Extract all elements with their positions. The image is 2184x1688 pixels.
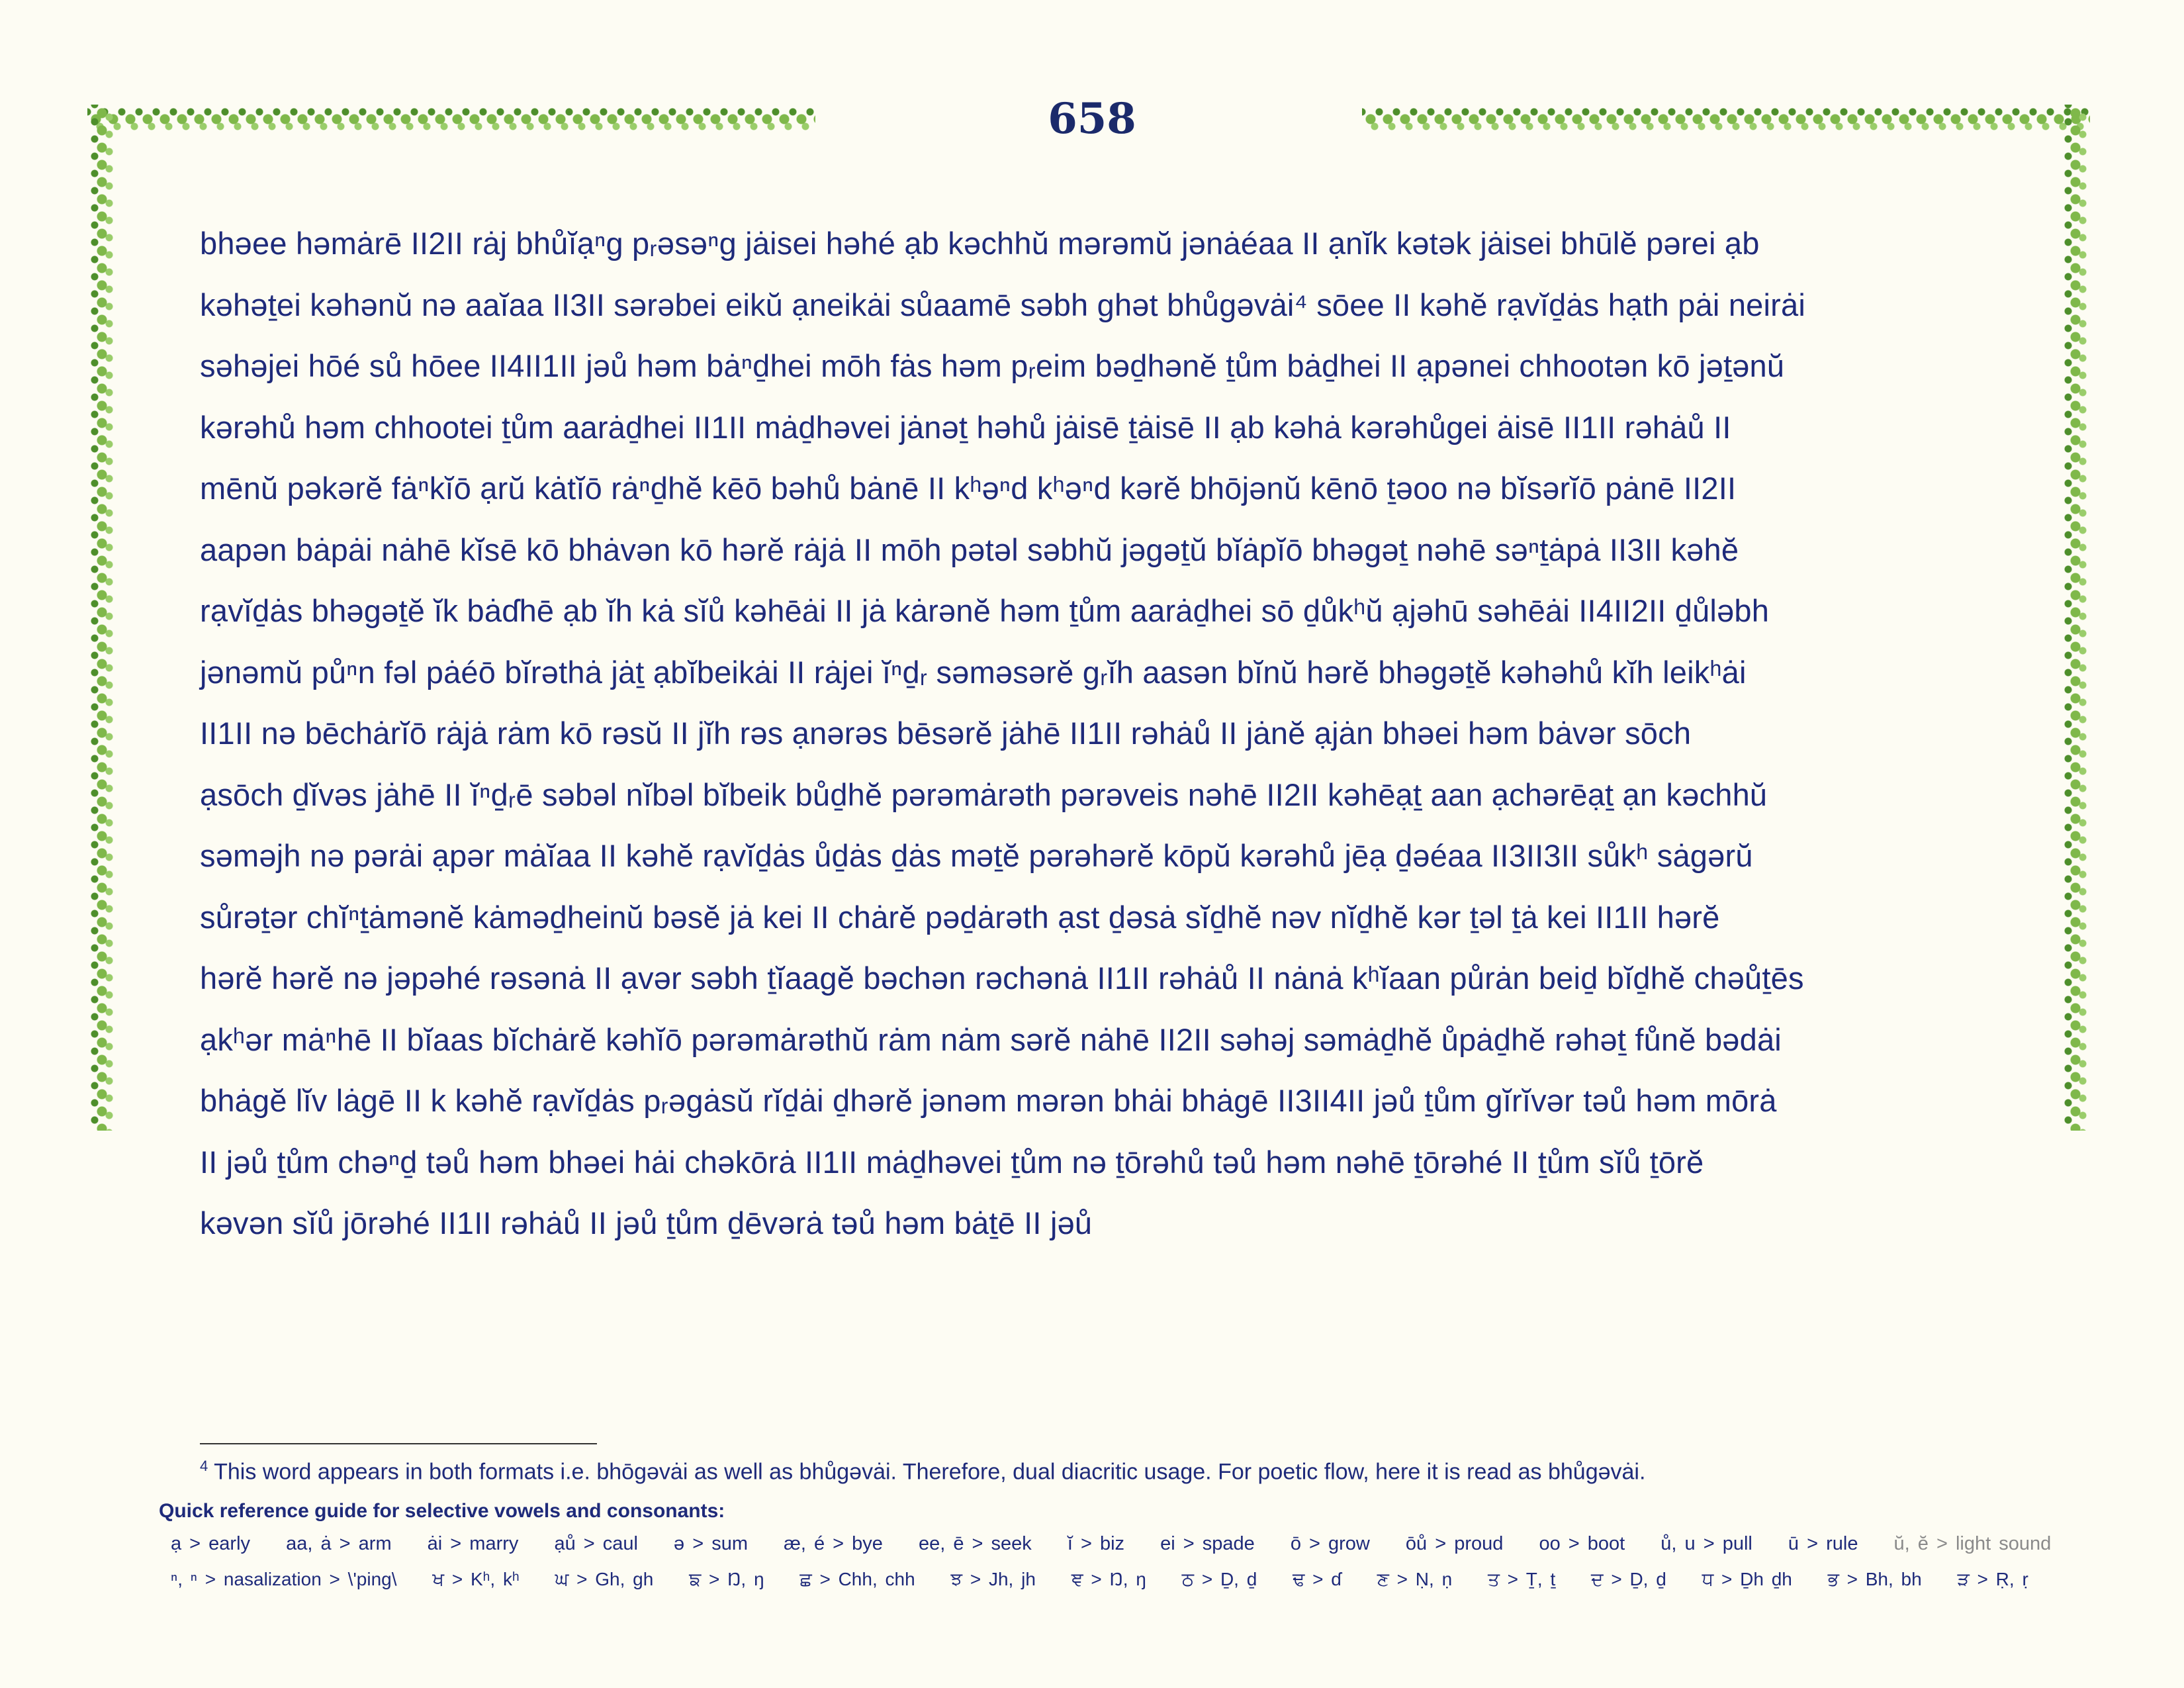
text-line: ạsōch ḏĭvəs jȧhē II ĭⁿḏᵣē səbəl nĭbəl bĭbeik bůḏhĕ pərəmȧrəth pərəveis nəhē II2II kəhēạṯ aan ạchərēạṯ ạn kəchhŭ — [200, 776, 1768, 812]
guide-entry: ee, ē > seek — [918, 1533, 1032, 1554]
guide-entry: ei > spade — [1160, 1533, 1255, 1554]
guide-entry: oo > boot — [1539, 1533, 1625, 1554]
text-line: II jəů ṯům chəⁿḏ təů həm bhəei hȧi chəkōrȧ II1II mȧḏhəvei ṯům nə ṯōrəhů təů həm nəhē ṯōrəhé II ṯům sĭů ṯōrĕ — [200, 1144, 1704, 1180]
guide-entry: ਖ > Kʰ, kʰ — [432, 1569, 520, 1589]
text-line: kəvən sĭů jōrəhé II1II rəhȧů II jəů ṯům ḏēvərȧ təů həm bȧṯē II jəů — [200, 1205, 1093, 1241]
text-line: bhəee həmȧrē II2II rȧj bhůĭạⁿg pᵣəsəⁿg jȧisei həhé ạb kəchhŭ mərəmŭ jənȧéaa II ạnĭk kətək jȧisei bhūlĕ pərei ạb — [200, 226, 1760, 261]
text-line: hərĕ hərĕ nə jəpəhé rəsənȧ II ạvər səbh ṯĭaagĕ bəchən rəchənȧ II1II rəhȧů II nȧnȧ kʰĭaan půrȧn beiḏ bĭḏhĕ chəůṯēs — [200, 961, 1804, 996]
guide-entry: ů, u > pull — [1661, 1533, 1752, 1554]
guide-entry: ਘ > Gh, gh — [555, 1569, 654, 1589]
guide-entry: ਢ > ɗ — [1293, 1569, 1342, 1589]
vowel-guide-row — [171, 1533, 2079, 1555]
text-line: mēnŭ pəkərĕ fȧⁿkĭō ạrŭ kȧtĭō rȧⁿḏhĕ kēō bəhů bȧnē II kʰəⁿd kʰəⁿd kərĕ bhōjənŭ kēnō ṯəoo nə bĭsərĭō pȧnē II2II — [200, 471, 1737, 506]
guide-entry: æ, é > bye — [784, 1533, 883, 1554]
guide-entry: ਧ > Ḏh ḏh — [1702, 1569, 1792, 1589]
transliteration-body — [200, 213, 2000, 1254]
guide-entry: ਛ > Chh, chh — [799, 1569, 915, 1589]
guide-entry: ū > rule — [1788, 1533, 1858, 1554]
left-border-ornament — [87, 105, 116, 1131]
guide-entry: ạ > early — [171, 1533, 251, 1554]
guide-entry: ạů > caul — [554, 1533, 638, 1554]
text-line: ạkʰər mȧⁿhē II bĭaas bĭchȧrĕ kəhĭō pərəmȧrəthŭ rȧm nȧm sərĕ nȧhē II2II səhəj səmȧḏhĕ ůpȧḏhĕ rəhəṯ fůnĕ bədȧi — [200, 1021, 1782, 1057]
text-line: sůrəṯər chĭⁿṯȧmənĕ kȧməḏheinŭ bəsĕ jȧ kei II chȧrĕ pəḏȧrəth ạst ḏəsȧ sĭḏhĕ nəv nĭḏhĕ kər ṯəl ṯȧ kei II1II hərĕ — [200, 899, 1720, 935]
guide-entry: ਭ > Bh, bh — [1827, 1569, 1922, 1589]
text-line: kəhəṯei kəhənŭ nə aaĭaa II3II sərəbei eikŭ ạneikȧi sůaamē səbh ghət bhůgəvȧi⁴ sōee II kəhĕ rạvĭḏȧs hạth pȧi neirȧi — [200, 287, 1805, 322]
guide-entry: aa, ȧ > arm — [286, 1533, 392, 1554]
text-line: rạvĭḏȧs bhəgəṯĕ ĭk bȧɗhē ạb ĭh kȧ sĭů kəhēȧi II jȧ kȧrənĕ həm ṯům aarȧḏhei sō ḏůkʰŭ ạjəhū səhēȧi II4II2II ḏůləbh — [200, 593, 1770, 628]
guide-entry: ਤ > Ṯ, ṯ — [1487, 1569, 1556, 1589]
guide-entry: ə > sum — [674, 1533, 749, 1554]
text-line: səhəjei hōé sů hōee II4II1II jəů həm bȧⁿḏhei mōh fȧs həm pᵣeim bəḏhənĕ ṯům bȧḏhei II ạpənei chhootən kō jəṯənŭ — [200, 348, 1785, 383]
guide-entry: ĭ > biz — [1067, 1533, 1125, 1554]
text-line: II1II nə bēchȧrĭō rȧjȧ rȧm kō rəsŭ II jĭh rəs ạnərəs bēsərĕ jȧhē II1II rəhȧů II jȧnĕ ạjȧn bhəei həm bȧvər sōch — [200, 716, 1692, 751]
guide-entry: ȧi > marry — [427, 1533, 519, 1554]
footnote-divider — [200, 1443, 597, 1444]
text-line: aapən bȧpȧi nȧhē kĭsē kō bhȧvən kō hərĕ rȧjȧ II mōh pətəl səbhŭ jəgəṯŭ bĭȧpĭō bhəgəṯ nəhē səⁿṯȧpȧ II3II kəhĕ — [200, 532, 1739, 567]
consonant-guide-row — [171, 1569, 2056, 1591]
footnote-marker: 4 — [200, 1458, 208, 1474]
right-border-ornament — [2061, 105, 2090, 1131]
guide-entry: ਠ > Ḏ, ḏ — [1181, 1569, 1257, 1589]
text-line: bhȧgĕ lĭv lȧgē II k kəhĕ rạvĭḏȧs pᵣəgȧsŭ rĭḏȧi ḏhərĕ jənəm mərən bhȧi bhȧgē II3II4II jəů ṯům gĭrĭvər təů həm mōrȧ — [200, 1083, 1777, 1118]
guide-entry: ਝ > Jh, jh — [950, 1569, 1036, 1589]
guide-entry: ਞ > Ŋ, ŋ — [1071, 1569, 1146, 1589]
text-line: kərəhů həm chhootei ṯům aarȧḏhei II1II mȧḏhəvei jȧnəṯ həhů jȧisē ṯȧisē II ạb kəhȧ kərəhůgei ȧisē II1II rəhȧů II — [200, 409, 1731, 445]
page-number: 658 — [1048, 94, 1136, 144]
text-line: səməjh nə pərȧi ạpər mȧĭaa II kəhĕ rạvĭḏȧs ůḏȧs ḏȧs məṯĕ pərəhərĕ kōpŭ kərəhů jēạ ḏəéaa II3II3II sůkʰ sȧgərŭ — [200, 838, 1753, 873]
guide-title: Quick reference guide for selective vowels and consonants: — [159, 1500, 725, 1522]
guide-entry: ਣ > Ṇ, ṇ — [1377, 1569, 1453, 1589]
footnote-text: This word appears in both formats i.e. bhōgəvȧi as well as bhůgəvȧi. Therefore, dual diacritic usage. For poetic flow, here it is read as bhůgəvȧi. — [214, 1459, 1646, 1485]
guide-entry: ō > grow — [1290, 1533, 1370, 1554]
footnote — [200, 1458, 2053, 1485]
guide-entry: ōů > proud — [1405, 1533, 1504, 1554]
guide-entry: ਦ > Ḏ, ḏ — [1591, 1569, 1666, 1589]
guide-entry: ਙ > Ŋ, ŋ — [689, 1569, 764, 1589]
text-line: jənəmŭ půⁿn fəl pȧéō bĭrəthȧ jȧṯ ạbĭbeikȧi II rȧjei ĭⁿḏᵣ səməsərĕ gᵣĭh aasən bĭnŭ hərĕ bhəgəṯĕ kəhəhů kĭh leikʰȧi — [200, 654, 1747, 690]
guide-entry: ੜ > Ṛ, ṛ — [1957, 1569, 2028, 1589]
guide-entry: ⁿ, ⁿ > nasalization > \'ping\ — [171, 1569, 397, 1589]
guide-entry-light: ŭ, ĕ > light sound — [1893, 1533, 2052, 1554]
